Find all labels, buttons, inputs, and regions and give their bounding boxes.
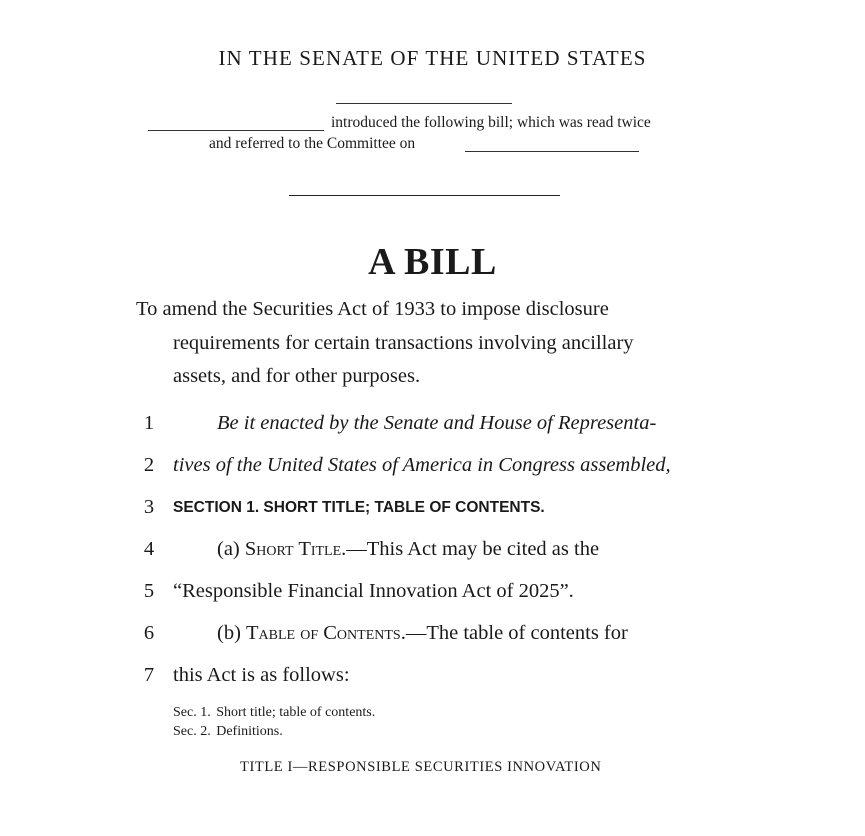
enacting-clause-line-2: tives of the United States of America in Congress assembled, bbox=[173, 454, 671, 476]
line-number: 6 bbox=[143, 622, 155, 644]
intro-line-1: introduced the following bill; which was read twice bbox=[331, 114, 651, 131]
toc-entry bbox=[173, 705, 375, 721]
toc-section-title: Short title; table of contents. bbox=[216, 705, 376, 720]
short-title-line: “Responsible Financial Innovation Act of 2025”. bbox=[173, 580, 574, 602]
subsection-a-text: .—This Act may be cited as the bbox=[341, 538, 600, 560]
subsection-b-line bbox=[217, 622, 628, 645]
purpose-line-2: requirements for certain transactions involving ancillary bbox=[173, 332, 634, 354]
line-number: 7 bbox=[143, 664, 155, 686]
toc-intro-line: this Act is as follows: bbox=[173, 664, 350, 686]
header-divider bbox=[289, 195, 560, 196]
committee-blank bbox=[465, 151, 639, 152]
toc-section-number: Sec. 1. bbox=[173, 705, 211, 720]
line-number: 1 bbox=[143, 412, 155, 434]
section-1-heading: SECTION 1. SHORT TITLE; TABLE OF CONTENTS. bbox=[173, 499, 545, 516]
toc-section-number: Sec. 2. bbox=[173, 724, 211, 739]
purpose-line-3: assets, and for other purposes. bbox=[173, 365, 421, 387]
subsection-a-heading: Short Title bbox=[244, 538, 342, 560]
purpose-line-1: To amend the Securities Act of 1933 to impose disclosure bbox=[136, 298, 609, 320]
toc-entry bbox=[173, 724, 283, 740]
date-blank bbox=[336, 103, 512, 104]
subsection-b-heading: Table of Contents bbox=[246, 622, 401, 644]
line-number: 4 bbox=[143, 538, 155, 560]
chamber-heading: IN THE SENATE OF THE UNITED STATES bbox=[218, 46, 647, 70]
enacting-clause-line-1: Be it enacted by the Senate and House of Representa- bbox=[217, 412, 657, 434]
line-number: 2 bbox=[143, 454, 155, 476]
title-i-heading: TITLE I—RESPONSIBLE SECURITIES INNOVATION bbox=[240, 759, 602, 775]
sponsor-blank bbox=[148, 130, 324, 131]
line-number: 5 bbox=[143, 580, 155, 602]
subsection-b-text: .—The table of contents for bbox=[400, 622, 628, 644]
bill-heading: A BILL bbox=[368, 241, 497, 283]
toc-section-title: Definitions. bbox=[216, 724, 283, 739]
subsection-b-label: (b) bbox=[217, 622, 247, 644]
line-number: 3 bbox=[143, 496, 155, 518]
intro-line-2: and referred to the Committee on bbox=[209, 135, 416, 152]
subsection-a-label: (a) bbox=[217, 538, 245, 560]
subsection-a-line bbox=[217, 538, 599, 561]
